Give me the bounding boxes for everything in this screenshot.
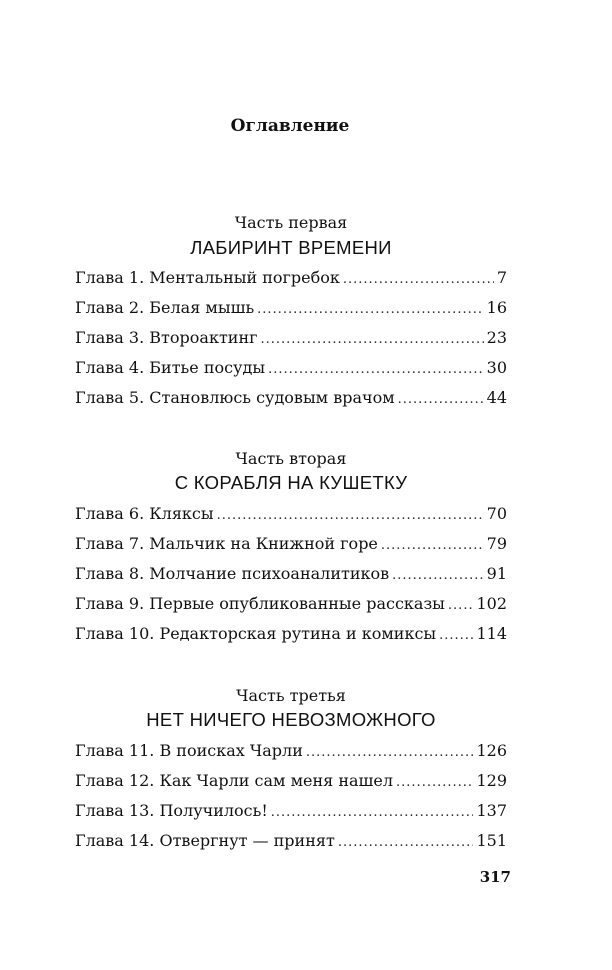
part-3-name: НЕТ НИЧЕГО НЕВОЗМОЖНОГО xyxy=(146,709,436,730)
toc-entry[interactable] xyxy=(75,624,507,646)
toc-entry[interactable] xyxy=(75,268,507,290)
toc-entry[interactable] xyxy=(75,594,507,616)
dot-leader xyxy=(398,392,484,407)
part-2-label: Часть вторая xyxy=(235,449,347,468)
dot-leader xyxy=(217,508,484,523)
dot-leader xyxy=(338,835,474,850)
dot-leader xyxy=(271,805,474,820)
dot-leader xyxy=(261,332,484,347)
toc-entry[interactable] xyxy=(75,504,507,526)
chapter-title: Глава 5. Становлюсь судовым врачом xyxy=(75,388,395,407)
toc-entry[interactable] xyxy=(75,801,507,823)
chapter-title: Глава 10. Редакторская рутина и комиксы xyxy=(75,624,437,643)
chapter-page: 129 xyxy=(476,771,507,790)
chapter-page: 91 xyxy=(486,564,507,583)
toc-entry[interactable] xyxy=(75,298,507,320)
dot-leader xyxy=(448,598,474,613)
chapter-title: Глава 2. Белая мышь xyxy=(75,298,255,317)
page-number: 317 xyxy=(479,868,511,886)
chapter-title: Глава 13. Получилось! xyxy=(75,801,268,820)
chapter-page: 79 xyxy=(486,534,507,553)
toc-entry[interactable] xyxy=(75,564,507,586)
chapter-page: 44 xyxy=(486,388,507,407)
chapter-page: 16 xyxy=(486,298,507,317)
chapter-page: 23 xyxy=(486,328,507,347)
chapter-page: 70 xyxy=(486,504,507,523)
chapter-title: Глава 14. Отвергнут — принят xyxy=(75,831,335,850)
chapter-title: Глава 9. Первые опубликованные рассказы xyxy=(75,594,445,613)
dot-leader xyxy=(396,775,473,790)
chapter-page: 137 xyxy=(476,801,507,820)
chapter-page: 151 xyxy=(476,831,507,850)
chapter-title: Глава 6. Кляксы xyxy=(75,504,214,523)
part-2-name: С КОРАБЛЯ НА КУШЕТКУ xyxy=(174,472,408,493)
dot-leader xyxy=(268,362,484,377)
toc-title: Оглавление xyxy=(230,116,350,136)
part-3-label: Часть третья xyxy=(236,686,346,705)
chapter-page: 30 xyxy=(486,358,507,377)
chapter-title: Глава 11. В поисках Чарли xyxy=(75,741,303,760)
part-1-name: ЛАБИРИНТ ВРЕМЕНИ xyxy=(190,237,392,258)
chapter-page: 114 xyxy=(476,624,507,643)
toc-entry[interactable] xyxy=(75,328,507,350)
toc-entry[interactable] xyxy=(75,388,507,410)
dot-leader xyxy=(343,272,494,287)
toc-entry[interactable] xyxy=(75,358,507,380)
part-1-label: Часть первая xyxy=(234,213,348,232)
dot-leader xyxy=(392,568,484,583)
toc-entry[interactable] xyxy=(75,831,507,853)
chapter-title: Глава 7. Мальчик на Книжной горе xyxy=(75,534,378,553)
chapter-title: Глава 4. Битье посуды xyxy=(75,358,266,377)
chapter-title: Глава 12. Как Чарли сам меня нашел xyxy=(75,771,394,790)
dot-leader xyxy=(439,628,473,643)
dot-leader xyxy=(381,538,484,553)
chapter-title: Глава 8. Молчание психоаналитиков xyxy=(75,564,390,583)
dot-leader xyxy=(257,302,483,317)
chapter-page: 7 xyxy=(496,268,507,287)
toc-entry[interactable] xyxy=(75,771,507,793)
dot-leader xyxy=(306,745,474,760)
chapter-title: Глава 1. Ментальный погребок xyxy=(75,268,340,287)
chapter-page: 102 xyxy=(476,594,507,613)
toc-entry[interactable] xyxy=(75,741,507,763)
chapter-page: 126 xyxy=(476,741,507,760)
toc-entry[interactable] xyxy=(75,534,507,556)
chapter-title: Глава 3. Второактинг xyxy=(75,328,258,347)
